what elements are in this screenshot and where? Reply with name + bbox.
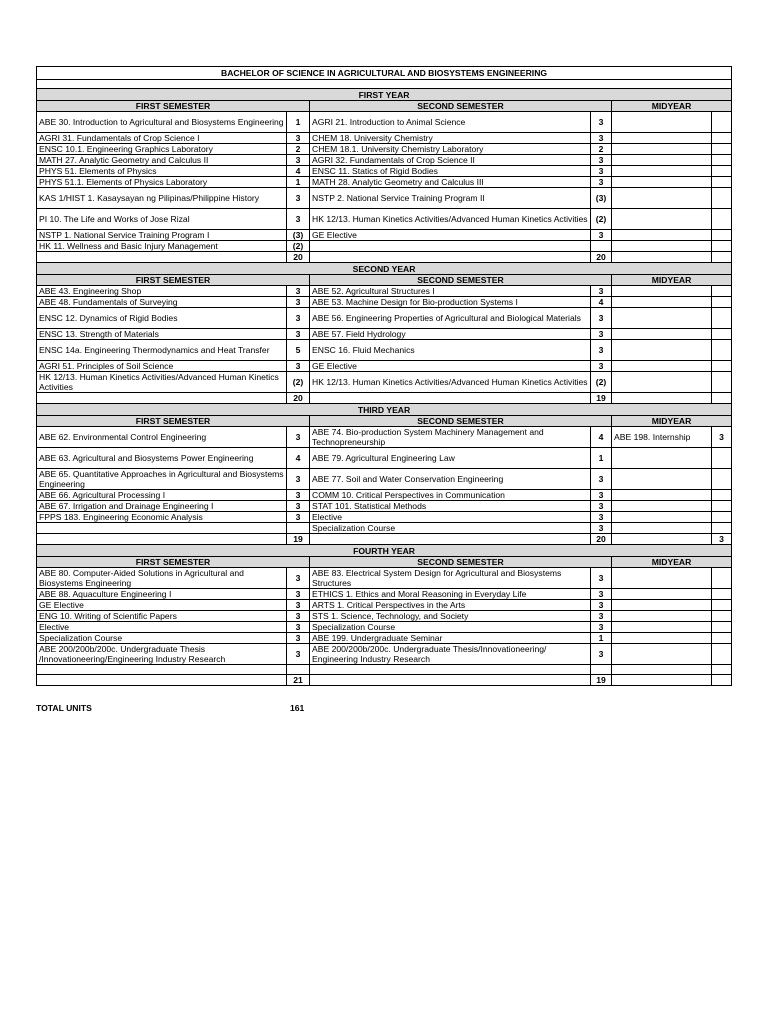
first-sem-total: 20 <box>287 393 310 404</box>
second-sem-course: ETHICS 1. Ethics and Moral Reasoning in Everyday Life <box>310 589 591 600</box>
first-sem-course: Elective <box>37 622 287 633</box>
first-semester-header: FIRST SEMESTER <box>37 416 310 427</box>
semester-header-row <box>37 275 732 286</box>
second-sem-total: 19 <box>591 675 612 686</box>
midyear-units <box>712 589 732 600</box>
second-sem-course <box>310 665 591 675</box>
first-sem-course: PI 10. The Life and Works of Jose Rizal <box>37 209 287 230</box>
year-header-row <box>37 263 732 275</box>
first-sem-units: 3 <box>287 286 310 297</box>
course-row <box>37 177 732 188</box>
second-sem-course: ABE 199. Undergraduate Seminar <box>310 633 591 644</box>
second-sem-course: ABE 83. Electrical System Design for Agricultural and Biosystems Structures <box>310 568 591 589</box>
course-row <box>37 501 732 512</box>
midyear-total <box>712 393 732 404</box>
second-sem-course: GE Elective <box>310 361 591 372</box>
second-sem-units: 3 <box>591 177 612 188</box>
second-sem-total: 20 <box>591 534 612 545</box>
course-row <box>37 308 732 329</box>
midyear-header: MIDYEAR <box>612 101 732 112</box>
midyear-course <box>612 622 712 633</box>
midyear-course <box>612 209 712 230</box>
first-sem-course: KAS 1/HIST 1. Kasaysayan ng Pilipinas/Philippine History <box>37 188 287 209</box>
midyear-units <box>712 144 732 155</box>
midyear-units: 3 <box>712 427 732 448</box>
program-title: BACHELOR OF SCIENCE IN AGRICULTURAL AND BIOSYSTEMS ENGINEERING <box>37 67 732 80</box>
first-sem-course: AGRI 51. Principles of Soil Science <box>37 361 287 372</box>
midyear-course <box>612 512 712 523</box>
first-sem-course: PHYS 51. Elements of Physics <box>37 166 287 177</box>
first-sem-course: ABE 62. Environmental Control Engineering <box>37 427 287 448</box>
first-sem-total: 20 <box>287 252 310 263</box>
second-sem-units: 3 <box>591 568 612 589</box>
second-sem-units: 3 <box>591 308 612 329</box>
course-row <box>37 209 732 230</box>
first-sem-units <box>287 665 310 675</box>
first-sem-units: 3 <box>287 155 310 166</box>
course-row <box>37 188 732 209</box>
first-sem-course: FPPS 183. Engineering Economic Analysis <box>37 512 287 523</box>
second-sem-units: 1 <box>591 633 612 644</box>
course-row <box>37 166 732 177</box>
midyear-units <box>712 188 732 209</box>
second-sem-units: 1 <box>591 448 612 469</box>
midyear-units <box>712 644 732 665</box>
first-semester-header: FIRST SEMESTER <box>37 275 310 286</box>
second-sem-units: 3 <box>591 501 612 512</box>
midyear-course: ABE 198. Internship <box>612 427 712 448</box>
second-sem-course: ABE 53. Machine Design for Bio-production Systems I <box>310 297 591 308</box>
second-sem-units: 3 <box>591 155 612 166</box>
semester-totals-row <box>37 252 732 263</box>
midyear-units <box>712 523 732 534</box>
second-sem-units: 3 <box>591 600 612 611</box>
first-sem-course: HK 11. Wellness and Basic Injury Management <box>37 241 287 252</box>
midyear-units <box>712 633 732 644</box>
year-label: SECOND YEAR <box>37 263 732 275</box>
midyear-course <box>612 308 712 329</box>
second-sem-course: COMM 10. Critical Perspectives in Communication <box>310 490 591 501</box>
midyear-total: 3 <box>712 534 732 545</box>
course-row <box>37 144 732 155</box>
second-sem-course: STS 1. Science, Technology, and Society <box>310 611 591 622</box>
second-sem-units: (2) <box>591 372 612 393</box>
second-sem-course: GE Elective <box>310 230 591 241</box>
midyear-total <box>712 252 732 263</box>
first-sem-course: ENSC 13. Strength of Materials <box>37 329 287 340</box>
second-semester-header: SECOND SEMESTER <box>310 416 612 427</box>
midyear-units <box>712 133 732 144</box>
midyear-course <box>612 133 712 144</box>
midyear-units <box>712 469 732 490</box>
first-sem-units: 3 <box>287 329 310 340</box>
midyear-units <box>712 568 732 589</box>
first-sem-units <box>287 523 310 534</box>
second-sem-units <box>591 665 612 675</box>
first-sem-course: HK 12/13. Human Kinetics Activities/Advanced Human Kinetics Activities <box>37 372 287 393</box>
course-row <box>37 241 732 252</box>
course-row <box>37 112 732 133</box>
first-sem-course: GE Elective <box>37 600 287 611</box>
first-sem-units: 3 <box>287 633 310 644</box>
second-sem-course <box>310 241 591 252</box>
first-sem-units: 3 <box>287 568 310 589</box>
second-sem-course: Specialization Course <box>310 523 591 534</box>
midyear-units <box>712 611 732 622</box>
first-sem-units: 3 <box>287 512 310 523</box>
second-sem-course: Elective <box>310 512 591 523</box>
second-sem-units: 3 <box>591 644 612 665</box>
course-row <box>37 329 732 340</box>
second-sem-course: ABE 79. Agricultural Engineering Law <box>310 448 591 469</box>
first-sem-course <box>37 523 287 534</box>
course-row <box>37 372 732 393</box>
first-sem-units: 3 <box>287 611 310 622</box>
second-sem-course: ENSC 16. Fluid Mechanics <box>310 340 591 361</box>
second-sem-course: CHEM 18.1. University Chemistry Laboratory <box>310 144 591 155</box>
first-sem-course: ABE 48. Fundamentals of Surveying <box>37 297 287 308</box>
second-sem-units: 3 <box>591 469 612 490</box>
total-units <box>36 703 305 713</box>
first-sem-course: Specialization Course <box>37 633 287 644</box>
first-sem-units: 3 <box>287 490 310 501</box>
year-label: FIRST YEAR <box>37 89 732 101</box>
course-row <box>37 622 732 633</box>
year-header-row <box>37 404 732 416</box>
midyear-units <box>712 512 732 523</box>
midyear-units <box>712 297 732 308</box>
semester-totals-row <box>37 675 732 686</box>
first-semester-header: FIRST SEMESTER <box>37 557 310 568</box>
course-row <box>37 512 732 523</box>
midyear-course <box>612 589 712 600</box>
second-sem-course: Specialization Course <box>310 622 591 633</box>
second-sem-units: 3 <box>591 589 612 600</box>
second-sem-course: NSTP 2. National Service Training Program II <box>310 188 591 209</box>
first-sem-units: 4 <box>287 448 310 469</box>
second-sem-total: 19 <box>591 393 612 404</box>
midyear-header: MIDYEAR <box>612 275 732 286</box>
second-semester-header: SECOND SEMESTER <box>310 101 612 112</box>
second-sem-course: HK 12/13. Human Kinetics Activities/Advanced Human Kinetics Activities <box>310 372 591 393</box>
first-sem-course: ABE 65. Quantitative Approaches in Agricultural and Biosystems Engineering <box>37 469 287 490</box>
first-sem-course: ABE 67. Irrigation and Drainage Engineering I <box>37 501 287 512</box>
curriculum-table <box>36 66 732 686</box>
first-sem-course: NSTP 1. National Service Training Program I <box>37 230 287 241</box>
first-sem-units: 1 <box>287 177 310 188</box>
midyear-course <box>612 501 712 512</box>
first-sem-course: ABE 200/200b/200c. Undergraduate Thesis /Innovationeering/Engineering Industry Research <box>37 644 287 665</box>
second-sem-units: 3 <box>591 329 612 340</box>
midyear-course <box>612 361 712 372</box>
title-row <box>37 67 732 80</box>
midyear-course <box>612 155 712 166</box>
midyear-course <box>612 177 712 188</box>
midyear-units <box>712 230 732 241</box>
first-sem-units: 3 <box>287 209 310 230</box>
second-sem-course: ABE 57. Field Hydrology <box>310 329 591 340</box>
first-sem-course: ENSC 14a. Engineering Thermodynamics and Heat Transfer <box>37 340 287 361</box>
midyear-course <box>612 329 712 340</box>
midyear-course <box>612 340 712 361</box>
second-sem-course: ABE 77. Soil and Water Conservation Engineering <box>310 469 591 490</box>
course-row <box>37 155 732 166</box>
second-sem-units: (3) <box>591 188 612 209</box>
midyear-course <box>612 611 712 622</box>
midyear-course <box>612 166 712 177</box>
first-sem-units: 4 <box>287 166 310 177</box>
course-row <box>37 523 732 534</box>
first-sem-units: 3 <box>287 188 310 209</box>
course-row <box>37 286 732 297</box>
first-sem-course: ENSC 12. Dynamics of Rigid Bodies <box>37 308 287 329</box>
second-sem-units: 4 <box>591 297 612 308</box>
first-sem-course: ABE 43. Engineering Shop <box>37 286 287 297</box>
year-label: FOURTH YEAR <box>37 545 732 557</box>
midyear-units <box>712 448 732 469</box>
second-sem-course: ARTS 1. Critical Perspectives in the Arts <box>310 600 591 611</box>
second-sem-course: ENSC 11. Statics of Rigid Bodies <box>310 166 591 177</box>
midyear-course <box>612 523 712 534</box>
midyear-units <box>712 308 732 329</box>
course-row <box>37 448 732 469</box>
first-sem-units: (2) <box>287 241 310 252</box>
second-sem-units: 3 <box>591 166 612 177</box>
second-sem-course: ABE 200/200b/200c. Undergraduate Thesis/Innovationeering/ Engineering Industry Research <box>310 644 591 665</box>
midyear-course <box>612 286 712 297</box>
year-label: THIRD YEAR <box>37 404 732 416</box>
midyear-total <box>712 675 732 686</box>
first-sem-units: 3 <box>287 501 310 512</box>
second-sem-units: 3 <box>591 611 612 622</box>
course-row <box>37 589 732 600</box>
semester-totals-row <box>37 534 732 545</box>
first-sem-course: AGRI 31. Fundamentals of Crop Science I <box>37 133 287 144</box>
first-sem-units: 3 <box>287 589 310 600</box>
first-sem-units: 1 <box>287 112 310 133</box>
second-sem-units: (2) <box>591 209 612 230</box>
second-sem-units <box>591 241 612 252</box>
course-row <box>37 644 732 665</box>
course-row <box>37 600 732 611</box>
first-sem-units: 3 <box>287 644 310 665</box>
first-sem-units: 3 <box>287 297 310 308</box>
second-sem-total: 20 <box>591 252 612 263</box>
first-sem-units: (3) <box>287 230 310 241</box>
first-sem-total: 21 <box>287 675 310 686</box>
semester-header-row <box>37 101 732 112</box>
first-sem-course: ABE 80. Computer-Aided Solutions in Agricultural and Biosystems Engineering <box>37 568 287 589</box>
second-sem-units: 2 <box>591 144 612 155</box>
second-sem-units: 3 <box>591 523 612 534</box>
second-sem-units: 3 <box>591 512 612 523</box>
midyear-units <box>712 622 732 633</box>
second-sem-course: MATH 28. Analytic Geometry and Calculus III <box>310 177 591 188</box>
first-sem-course: ABE 66. Agricultural Processing I <box>37 490 287 501</box>
first-sem-total: 19 <box>287 534 310 545</box>
midyear-units <box>712 501 732 512</box>
curriculum-sheet <box>36 66 731 686</box>
midyear-course <box>612 372 712 393</box>
second-sem-units: 3 <box>591 361 612 372</box>
course-row <box>37 469 732 490</box>
midyear-units <box>712 166 732 177</box>
second-sem-units: 3 <box>591 490 612 501</box>
course-row <box>37 133 732 144</box>
midyear-units <box>712 209 732 230</box>
course-row <box>37 427 732 448</box>
midyear-units <box>712 490 732 501</box>
midyear-course <box>612 469 712 490</box>
first-semester-header: FIRST SEMESTER <box>37 101 310 112</box>
second-sem-units: 4 <box>591 427 612 448</box>
first-sem-course <box>37 665 287 675</box>
first-sem-units: 3 <box>287 622 310 633</box>
second-sem-units: 3 <box>591 112 612 133</box>
first-sem-units: 5 <box>287 340 310 361</box>
semester-header-row <box>37 416 732 427</box>
first-sem-course: ENG 10. Writing of Scientific Papers <box>37 611 287 622</box>
year-header-row <box>37 545 732 557</box>
total-units-value: 161 <box>290 703 305 713</box>
first-sem-units: 3 <box>287 600 310 611</box>
first-sem-units: 3 <box>287 308 310 329</box>
first-sem-course: ENSC 10.1. Engineering Graphics Laboratory <box>37 144 287 155</box>
course-row <box>37 611 732 622</box>
midyear-course <box>612 144 712 155</box>
midyear-units <box>712 112 732 133</box>
second-sem-units: 3 <box>591 133 612 144</box>
first-sem-course: PHYS 51.1. Elements of Physics Laboratory <box>37 177 287 188</box>
midyear-course <box>612 568 712 589</box>
midyear-units <box>712 286 732 297</box>
course-row <box>37 297 732 308</box>
second-sem-course: AGRI 21. Introduction to Animal Science <box>310 112 591 133</box>
first-sem-units: 2 <box>287 144 310 155</box>
midyear-course <box>612 633 712 644</box>
total-units-label: TOTAL UNITS <box>36 703 92 713</box>
course-row <box>37 568 732 589</box>
midyear-course <box>612 297 712 308</box>
second-sem-course: ABE 74. Bio-production System Machinery Management and Technopreneurship <box>310 427 591 448</box>
spacer-row <box>37 80 732 89</box>
midyear-course <box>612 600 712 611</box>
midyear-units <box>712 665 732 675</box>
second-sem-units: 3 <box>591 230 612 241</box>
midyear-header: MIDYEAR <box>612 416 732 427</box>
midyear-units <box>712 177 732 188</box>
midyear-course <box>612 644 712 665</box>
second-sem-course: ABE 52. Agricultural Structures I <box>310 286 591 297</box>
first-sem-units: 3 <box>287 427 310 448</box>
course-row <box>37 490 732 501</box>
second-semester-header: SECOND SEMESTER <box>310 275 612 286</box>
midyear-course <box>612 665 712 675</box>
midyear-units <box>712 155 732 166</box>
midyear-course <box>612 230 712 241</box>
first-sem-units: (2) <box>287 372 310 393</box>
first-sem-course: ABE 30. Introduction to Agricultural and Biosystems Engineering <box>37 112 287 133</box>
second-sem-units: 3 <box>591 340 612 361</box>
midyear-units <box>712 329 732 340</box>
first-sem-course: MATH 27. Analytic Geometry and Calculus II <box>37 155 287 166</box>
second-sem-units: 3 <box>591 286 612 297</box>
second-sem-course: HK 12/13. Human Kinetics Activities/Advanced Human Kinetics Activities <box>310 209 591 230</box>
midyear-course <box>612 188 712 209</box>
second-sem-course: STAT 101. Statistical Methods <box>310 501 591 512</box>
first-sem-units: 3 <box>287 133 310 144</box>
midyear-units <box>712 361 732 372</box>
midyear-course <box>612 241 712 252</box>
midyear-header: MIDYEAR <box>612 557 732 568</box>
midyear-course <box>612 448 712 469</box>
midyear-units <box>712 340 732 361</box>
course-row <box>37 361 732 372</box>
midyear-course <box>612 112 712 133</box>
midyear-units <box>712 241 732 252</box>
midyear-units <box>712 600 732 611</box>
first-sem-course: ABE 63. Agricultural and Biosystems Power Engineering <box>37 448 287 469</box>
course-row <box>37 230 732 241</box>
second-sem-course: CHEM 18. University Chemistry <box>310 133 591 144</box>
year-header-row <box>37 89 732 101</box>
course-row <box>37 633 732 644</box>
semester-header-row <box>37 557 732 568</box>
course-row <box>37 665 732 675</box>
course-row <box>37 340 732 361</box>
second-sem-course: AGRI 32. Fundamentals of Crop Science II <box>310 155 591 166</box>
midyear-units <box>712 372 732 393</box>
midyear-course <box>612 490 712 501</box>
semester-totals-row <box>37 393 732 404</box>
second-semester-header: SECOND SEMESTER <box>310 557 612 568</box>
first-sem-course: ABE 88. Aquaculture Engineering I <box>37 589 287 600</box>
second-sem-course: ABE 56. Engineering Properties of Agricultural and Biological Materials <box>310 308 591 329</box>
second-sem-units: 3 <box>591 622 612 633</box>
first-sem-units: 3 <box>287 469 310 490</box>
first-sem-units: 3 <box>287 361 310 372</box>
